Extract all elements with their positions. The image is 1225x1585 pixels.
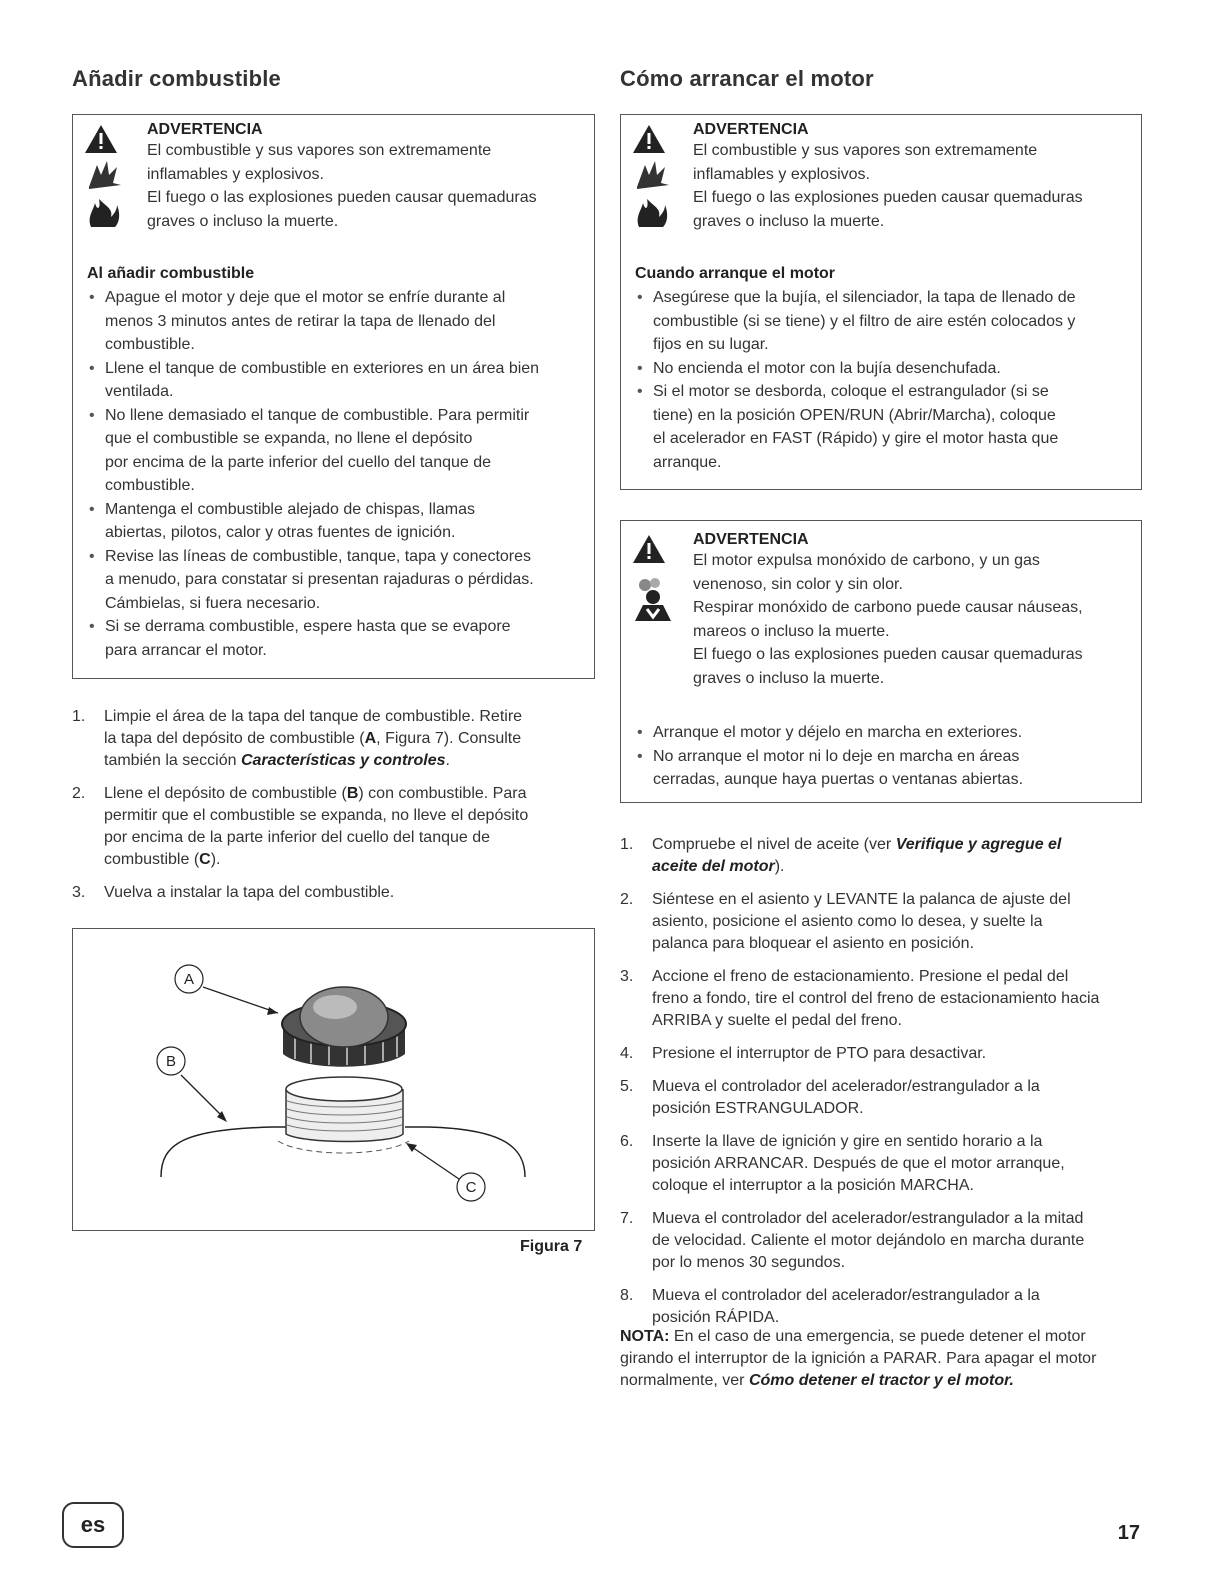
warning-box-start (620, 114, 1142, 490)
warning-line: inflamables y explosivos. (693, 165, 870, 183)
warning-triangle-icon (631, 533, 667, 565)
label-b: B (165, 1053, 177, 1070)
warning-line: graves o incluso la muerte. (693, 669, 885, 687)
bullet-item: • Si se derrama combustible, espere hasta que se evapore para arrancar el motor. (87, 615, 587, 662)
warning-line: inflamables y explosivos. (147, 165, 324, 183)
warning-bullets (635, 286, 1135, 474)
bullet-item: • No arranque el motor ni lo deje en marcha en áreas cerradas, aunque haya puertas o ventanas abiertas. (635, 745, 1135, 792)
warning-triangle-icon (83, 123, 119, 155)
warning-line: Respirar monóxido de carbono puede causar náuseas, (693, 599, 1083, 616)
step-item: 2. Siéntese en el asiento y LEVANTE la palanca de ajuste del asiento, posicione el asiento como lo desea, y suelte la palanca para bloquear el asiento en posición. (620, 891, 1071, 952)
fire-icon (83, 195, 123, 231)
figure-7 (72, 928, 595, 1231)
warning-line: mareos o incluso la muerte. (693, 622, 890, 640)
label-c: C (465, 1179, 477, 1196)
bullet-item: • Asegúrese que la bujía, el silenciador, la tapa de llenado de combustible (si se tiene) y el filtro de aire estén colocados y fijos en su lugar. (635, 286, 1135, 357)
warning-line: graves o incluso la muerte. (693, 212, 885, 230)
warning-heading: ADVERTENCIA (147, 121, 263, 138)
note-paragraph: NOTA: En el caso de una emergencia, se puede detener el motor girando el interruptor de la ignición a PARAR. Para apagar el motor normalmente, ver Cómo detener el tractor y el motor. (620, 1328, 1097, 1389)
step-item: 7. Mueva el controlador del acelerador/estrangulador a la mitad de velocidad. Caliente el motor dejándolo en marcha durante por lo menos 30 segundos. (620, 1210, 1085, 1271)
section-title-start-engine: Cómo arrancar el motor (620, 66, 874, 91)
figure-caption: Figura 7 (520, 1238, 583, 1255)
step-item: 5. Mueva el controlador del acelerador/estrangulador a la posición ESTRANGULADOR. (620, 1078, 1040, 1117)
warning-subheading: Al añadir combustible (87, 265, 255, 282)
warning-icons (631, 123, 691, 231)
warning-bullets (635, 721, 1135, 792)
warning-heading: ADVERTENCIA (693, 121, 809, 138)
step-item: 1. Compruebe el nivel de aceite (ver Verifique y agregue el aceite del motor). (620, 836, 1062, 875)
step-item: 4. Presione el interruptor de PTO para desactivar. (620, 1045, 987, 1062)
bullet-item: • Arranque el motor y déjelo en marcha en exteriores. (635, 721, 1135, 745)
warning-line: El motor expulsa monóxido de carbono, y un gas (693, 552, 1040, 569)
bullet-item: • No llene demasiado el tanque de combustible. Para permitir que el combustible se expanda, no llene el depósito por encima de la parte inferior del cuello del tanque de combustible. (87, 404, 587, 498)
warning-line: graves o incluso la muerte. (147, 212, 339, 230)
explosion-icon (83, 159, 123, 193)
fire-icon (631, 195, 671, 231)
warning-line: El fuego o las explosiones pueden causar quemaduras (693, 646, 1083, 663)
warning-box-co (620, 520, 1142, 803)
explosion-icon (631, 159, 671, 193)
warning-line: venenoso, sin color y sin olor. (693, 575, 903, 593)
note-label: NOTA: (620, 1328, 670, 1345)
section-title-add-fuel: Añadir combustible (72, 66, 281, 91)
label-a: A (183, 971, 195, 988)
language-badge: es (62, 1502, 124, 1548)
warning-bullets (87, 286, 587, 662)
bullet-item: • Mantenga el combustible alejado de chispas, llamas abiertas, pilotos, calor y otras fuentes de ignición. (87, 498, 587, 545)
step-item: 8. Mueva el controlador del acelerador/estrangulador a la posición RÁPIDA. (620, 1287, 1040, 1326)
warning-icons (83, 123, 143, 231)
step-item: 6. Inserte la llave de ignición y gire en sentido horario a la posición ARRANCAR. Después de que el motor arranque, coloque el interruptor a la posición MARCHA. (620, 1133, 1065, 1194)
bullet-item: • Llene el tanque de combustible en exteriores en un área bien ventilada. (87, 357, 587, 404)
warning-line: El fuego o las explosiones pueden causar quemaduras (147, 189, 537, 206)
step-item: 3. Accione el freno de estacionamiento. Presione el pedal del freno a fondo, tire el control del freno de estacionamiento hacia ARRIBA y suelte el pedal del freno. (620, 968, 1100, 1029)
warning-heading: ADVERTENCIA (693, 531, 809, 548)
fuel-steps (72, 706, 597, 915)
warning-subheading: Cuando arranque el motor (635, 265, 836, 282)
bullet-item: • No encienda el motor con la bujía desenchufada. (635, 357, 1135, 381)
bullet-item: • Si el motor se desborda, coloque el estrangulador (si se tiene) en la posición OPEN/RUN (Abrir/Marcha), coloque el acelerador en FAST (Rápido) y gire el motor hasta que arranque. (635, 380, 1135, 474)
warning-line: El fuego o las explosiones pueden causar quemaduras (693, 189, 1083, 206)
fuel-cap-illustration (73, 929, 593, 1229)
warning-icons (631, 533, 691, 623)
warning-line: El combustible y sus vapores son extremamente (147, 142, 492, 159)
step-item: 1. Limpie el área de la tapa del tanque de combustible. Retire la tapa del depósito de combustible (A, Figura 7). Consulte también la sección Características y controles. (72, 708, 523, 769)
warning-box-fuel (72, 114, 595, 679)
start-steps (620, 834, 1150, 1340)
toxic-fumes-icon (631, 573, 675, 623)
bullet-item: • Revise las líneas de combustible, tanque, tapa y conectores a menudo, para constatar si presentan rajaduras o pérdidas. Cámbielas, si fuera necesario. (87, 545, 587, 616)
step-item: 3. Vuelva a instalar la tapa del combustible. (72, 884, 395, 901)
step-item: 2. Llene el depósito de combustible (B) con combustible. Para permitir que el combustible se expanda, no lleve el depósito por encima de la parte inferior del cuello del tanque de combustible (C). (72, 785, 529, 868)
warning-triangle-icon (631, 123, 667, 155)
bullet-item: • Apague el motor y deje que el motor se enfríe durante al menos 3 minutos antes de retirar la tapa de llenado del combustible. (87, 286, 587, 357)
page-number: 17 (1117, 1522, 1140, 1544)
warning-line: El combustible y sus vapores son extremamente (693, 142, 1038, 159)
